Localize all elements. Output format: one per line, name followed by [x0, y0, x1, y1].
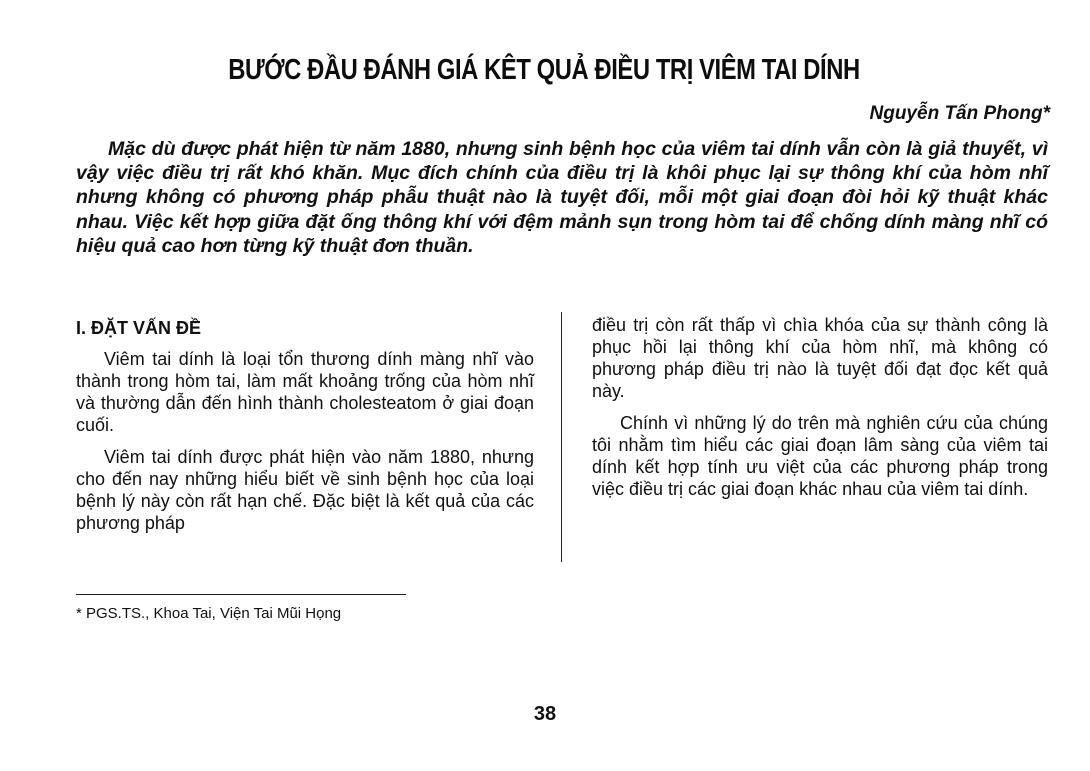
body-paragraph: Viêm tai dính là loại tổn thương dính màng nhĩ vào thành trong hòm tai, làm mất khoảng trống của hòm nhĩ và thường dẫn đến hình thành cholesteatom ở giai đoạn cuối. [76, 349, 534, 435]
abstract: Mặc dù được phát hiện từ năm 1880, nhưng sinh bệnh học của viêm tai dính vẫn còn là giả thuyết, vì vậy việc điều trị rất khó khăn. Mục đích chính của điều trị là khôi phục lại sự thông khí của hòm nhĩ nhưng không có phương pháp phẫu thuật nào là tuyệt đối, mỗi một giai đoạn đòi hỏi kỹ thuật khác nhau. Việc kết hợp giữa đặt ống thông khí với đệm mảnh sụn trong hòm tai để chống dính màng nhĩ có hiệu quả cao hơn từng kỹ thuật đơn thuần. [76, 138, 1048, 257]
author-name: Nguyễn Tấn Phong* [869, 103, 1050, 124]
column-divider [561, 312, 562, 562]
paper-title: BƯỚC ĐẦU ĐÁNH GIÁ KÊT QUẢ ĐIỀU TRỊ VIÊM TAI DÍNH [228, 54, 860, 86]
body-paragraph: Viêm tai dính được phát hiện vào năm 1880, nhưng cho đến nay những hiểu biết về sinh bệnh học của loại bệnh lý này còn rất hạn chế. Đặc biệt là kết quả của các phương pháp [76, 447, 534, 533]
right-column [592, 314, 1048, 510]
body-paragraph: điều trị còn rất thấp vì chìa khóa của sự thành công là phục hồi lại thông khí của hòm nhĩ, mà không có phương pháp điều trị nào là tuyệt đối đạt đọc kết quả này. [592, 315, 1048, 401]
left-column [76, 316, 534, 544]
footnote: * PGS.TS., Khoa Tai, Viện Tai Mũi Họng [76, 605, 342, 622]
footnote-divider [76, 594, 406, 595]
page-number: 38 [533, 703, 557, 725]
body-paragraph: Chính vì những lý do trên mà nghiên cứu của chúng tôi nhằm tìm hiểu các giai đoạn lâm sàng của viêm tai dính kết hợp tính ưu việt của các phương pháp trong việc điều trị các giai đoạn khác nhau của viêm tai dính. [592, 413, 1048, 499]
section-heading: I. ĐẶT VẤN ĐỀ [76, 318, 202, 338]
